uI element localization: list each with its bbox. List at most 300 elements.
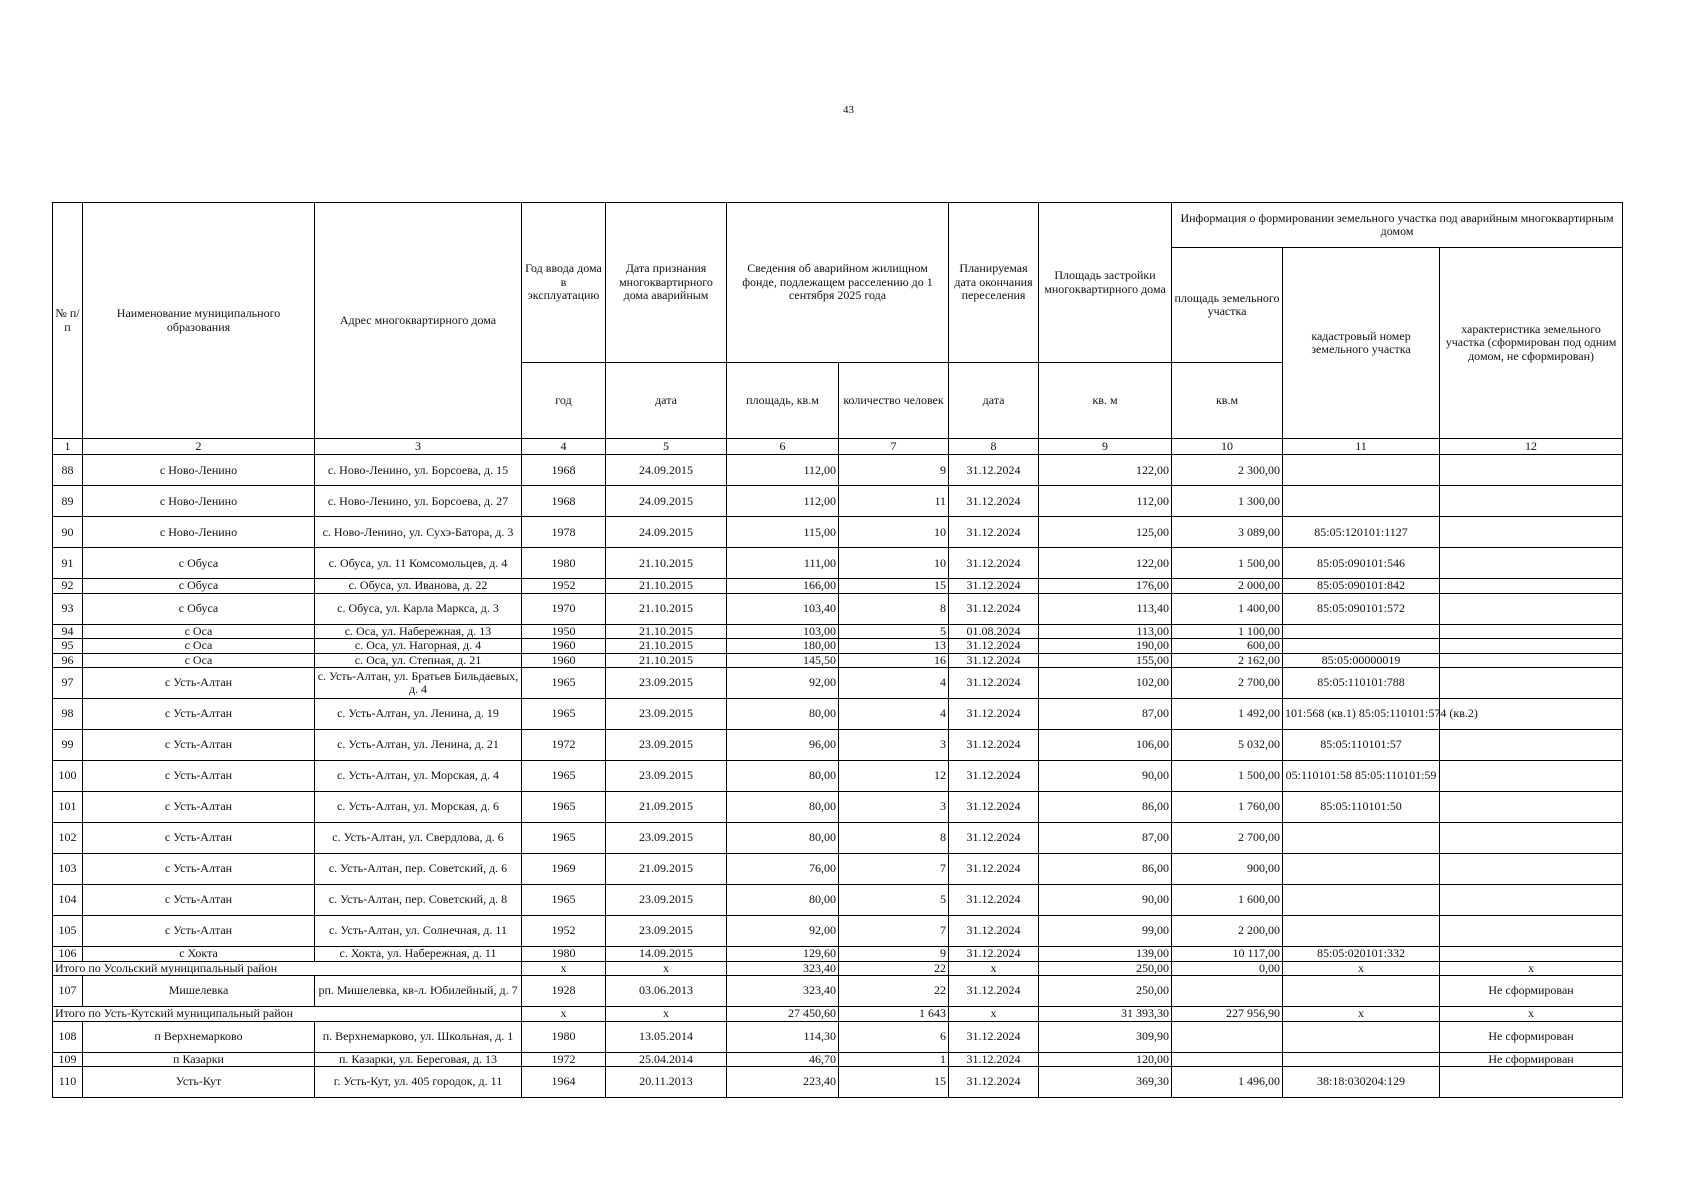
planned-date-cell: 31.12.2024: [949, 548, 1039, 579]
column-number: 7: [839, 439, 949, 455]
land-area-cell: 1 300,00: [1172, 486, 1283, 517]
land-area-cell: 2 200,00: [1172, 916, 1283, 947]
people-cell: 9: [839, 947, 949, 961]
building-area-cell: 309,90: [1039, 1021, 1172, 1052]
building-area-cell: 86,00: [1039, 854, 1172, 885]
emergency-date-cell: 03.06.2013: [606, 976, 727, 1007]
people-cell: 5: [839, 885, 949, 916]
municipality-cell: с Ново-Ленино: [83, 517, 315, 548]
row-number: 94: [53, 624, 83, 638]
land-area-cell: 900,00: [1172, 854, 1283, 885]
land-characteristic-cell: [1440, 823, 1623, 854]
column-number: 1: [53, 439, 83, 455]
land-area-cell: [1172, 976, 1283, 1007]
header-building-area: Площадь застройки многоквартирного дома: [1039, 203, 1172, 363]
planned-date-cell: 31.12.2024: [949, 668, 1039, 699]
cadastral-number-cell: 85:05:090101:572: [1283, 593, 1440, 624]
emergency-date-cell: 14.09.2015: [606, 947, 727, 961]
planned-date-cell: 01.08.2024: [949, 624, 1039, 638]
planned-date-cell: 31.12.2024: [949, 916, 1039, 947]
address-cell: с. Обуса, ул. 11 Комсомольцев, д. 4: [315, 548, 522, 579]
area-cell: 166,00: [727, 579, 839, 593]
land-characteristic-cell: [1440, 668, 1623, 699]
address-cell: с. Оса, ул. Набережная, д. 13: [315, 624, 522, 638]
subtotal-label: Итого по Усть-Кутский муниципальный район: [53, 1007, 522, 1021]
cadastral-number-cell: [1283, 455, 1440, 486]
column-number: 4: [522, 439, 606, 455]
column-number: 3: [315, 439, 522, 455]
row-number: 95: [53, 639, 83, 653]
land-characteristic-cell: [1440, 653, 1623, 667]
land-area-cell: 1 500,00: [1172, 761, 1283, 792]
column-number: 6: [727, 439, 839, 455]
cadastral-number-cell: 38:18:030204:129: [1283, 1066, 1440, 1097]
year-cell: 1970: [522, 593, 606, 624]
header-address: Адрес многоквартирного дома: [315, 203, 522, 439]
unit-people: количество человек: [839, 363, 949, 439]
unit-year: год: [522, 363, 606, 439]
table-row: [53, 624, 1623, 638]
land-area-cell: 3 089,00: [1172, 517, 1283, 548]
page-number: 43: [843, 104, 854, 116]
table-row: [53, 947, 1623, 961]
people-cell: 9: [839, 455, 949, 486]
building-area-cell: 113,40: [1039, 593, 1172, 624]
area-cell: 111,00: [727, 548, 839, 579]
land-characteristic-cell: [1440, 947, 1623, 961]
planned-date-cell: 31.12.2024: [949, 761, 1039, 792]
row-number: 100: [53, 761, 83, 792]
table-row: [53, 1021, 1623, 1052]
header-land-area: площадь земельного участка: [1172, 248, 1283, 363]
planned-date-cell: 31.12.2024: [949, 699, 1039, 730]
municipality-cell: п Казарки: [83, 1052, 315, 1066]
building-area-cell: 139,00: [1039, 947, 1172, 961]
year-cell: 1980: [522, 947, 606, 961]
column-number: 11: [1283, 439, 1440, 455]
row-number: 102: [53, 823, 83, 854]
header-cadastral-number: кадастровый номер земельного участка: [1283, 248, 1440, 439]
municipality-cell: с Обуса: [83, 593, 315, 624]
table-row: [53, 854, 1623, 885]
cadastral-number-cell: 85:05:110101:788: [1283, 668, 1440, 699]
emergency-date-cell: 23.09.2015: [606, 916, 727, 947]
people-cell: 4: [839, 668, 949, 699]
address-cell: с. Усть-Алтан, ул. Ленина, д. 21: [315, 730, 522, 761]
address-cell: с. Хокта, ул. Набережная, д. 11: [315, 947, 522, 961]
table-row: [53, 916, 1623, 947]
land-area-cell: [1172, 1021, 1283, 1052]
building-area-cell: 87,00: [1039, 823, 1172, 854]
land-characteristic-cell: x: [1440, 961, 1623, 975]
cadastral-number-cell: [1283, 624, 1440, 638]
year-cell: 1965: [522, 792, 606, 823]
column-number-row: [53, 439, 1623, 455]
land-characteristic-cell: [1440, 486, 1623, 517]
emergency-date-cell: 24.09.2015: [606, 517, 727, 548]
row-number: 99: [53, 730, 83, 761]
planned-date-cell: 31.12.2024: [949, 885, 1039, 916]
year-cell: 1968: [522, 455, 606, 486]
cadastral-number-cell: [1283, 854, 1440, 885]
people-cell: 10: [839, 517, 949, 548]
emergency-date-cell: 21.10.2015: [606, 653, 727, 667]
address-cell: с. Ново-Ленино, ул. Сухэ-Батора, д. 3: [315, 517, 522, 548]
building-area-cell: 369,30: [1039, 1066, 1172, 1097]
cadastral-number-cell: [1283, 885, 1440, 916]
table-row: [53, 579, 1623, 593]
planned-date-cell: x: [949, 1007, 1039, 1021]
row-number: 106: [53, 947, 83, 961]
planned-date-cell: 31.12.2024: [949, 455, 1039, 486]
emergency-date-cell: 21.10.2015: [606, 639, 727, 653]
municipality-cell: с Усть-Алтан: [83, 792, 315, 823]
people-cell: 4: [839, 699, 949, 730]
building-area-cell: 86,00: [1039, 792, 1172, 823]
people-cell: 16: [839, 653, 949, 667]
building-area-cell: 176,00: [1039, 579, 1172, 593]
area-cell: 115,00: [727, 517, 839, 548]
area-cell: 103,40: [727, 593, 839, 624]
planned-date-cell: 31.12.2024: [949, 517, 1039, 548]
table-row: [53, 699, 1623, 730]
land-characteristic-cell: [1440, 639, 1623, 653]
land-area-cell: 2 000,00: [1172, 579, 1283, 593]
people-cell: 11: [839, 486, 949, 517]
planned-date-cell: 31.12.2024: [949, 1052, 1039, 1066]
table-row: [53, 548, 1623, 579]
year-cell: 1965: [522, 699, 606, 730]
planned-date-cell: 31.12.2024: [949, 653, 1039, 667]
people-cell: 3: [839, 792, 949, 823]
building-area-cell: 106,00: [1039, 730, 1172, 761]
area-cell: 129,60: [727, 947, 839, 961]
municipality-cell: с Оса: [83, 624, 315, 638]
row-number: 108: [53, 1021, 83, 1052]
unit-sq-m: кв. м: [1039, 363, 1172, 439]
area-cell: 112,00: [727, 486, 839, 517]
building-area-cell: 99,00: [1039, 916, 1172, 947]
row-number: 96: [53, 653, 83, 667]
address-cell: с. Усть-Алтан, ул. Морская, д. 6: [315, 792, 522, 823]
municipality-cell: Мишелевка: [83, 976, 315, 1007]
municipality-cell: с Оса: [83, 653, 315, 667]
year-cell: 1969: [522, 854, 606, 885]
emergency-date-cell: 21.09.2015: [606, 792, 727, 823]
emergency-date-cell: 24.09.2015: [606, 455, 727, 486]
column-number: 5: [606, 439, 727, 455]
area-cell: 46,70: [727, 1052, 839, 1066]
address-cell: п. Верхнемарково, ул. Школьная, д. 1: [315, 1021, 522, 1052]
column-number: 12: [1440, 439, 1623, 455]
row-number: 110: [53, 1066, 83, 1097]
year-cell: 1980: [522, 548, 606, 579]
land-area-cell: [1172, 1052, 1283, 1066]
table-row: [53, 1052, 1623, 1066]
municipality-cell: с Усть-Алтан: [83, 668, 315, 699]
emergency-date-cell: 24.09.2015: [606, 486, 727, 517]
cadastral-number-cell: 85:05:120101:1127: [1283, 517, 1440, 548]
land-characteristic-cell: [1440, 624, 1623, 638]
table-body: [53, 455, 1623, 1098]
area-cell: 92,00: [727, 916, 839, 947]
planned-date-cell: 31.12.2024: [949, 486, 1039, 517]
people-cell: 5: [839, 624, 949, 638]
year-cell: 1965: [522, 823, 606, 854]
column-number: 2: [83, 439, 315, 455]
planned-date-cell: 31.12.2024: [949, 1021, 1039, 1052]
planned-date-cell: 31.12.2024: [949, 1066, 1039, 1097]
people-cell: 6: [839, 1021, 949, 1052]
area-cell: 145,50: [727, 653, 839, 667]
row-number: 93: [53, 593, 83, 624]
planned-date-cell: 31.12.2024: [949, 854, 1039, 885]
emergency-date-cell: x: [606, 1007, 727, 1021]
municipality-cell: с Усть-Алтан: [83, 854, 315, 885]
area-cell: 114,30: [727, 1021, 839, 1052]
land-area-cell: 1 492,00: [1172, 699, 1283, 730]
emergency-date-cell: 23.09.2015: [606, 730, 727, 761]
cadastral-number-cell: [1283, 916, 1440, 947]
land-area-cell: 1 100,00: [1172, 624, 1283, 638]
land-area-cell: 2 300,00: [1172, 455, 1283, 486]
building-area-cell: 190,00: [1039, 639, 1172, 653]
people-cell: 1: [839, 1052, 949, 1066]
table-row: [53, 823, 1623, 854]
address-cell: с. Усть-Алтан, пер. Советский, д. 8: [315, 885, 522, 916]
address-cell: с. Усть-Алтан, ул. Свердлова, д. 6: [315, 823, 522, 854]
land-characteristic-cell: [1440, 548, 1623, 579]
row-number: 92: [53, 579, 83, 593]
cadastral-number-cell: x: [1283, 961, 1440, 975]
row-number: 90: [53, 517, 83, 548]
land-characteristic-cell: [1440, 916, 1623, 947]
land-area-cell: 1 400,00: [1172, 593, 1283, 624]
row-number: 104: [53, 885, 83, 916]
municipality-cell: с Усть-Алтан: [83, 916, 315, 947]
table-row: [53, 1066, 1623, 1097]
cadastral-number-cell: x: [1283, 1007, 1440, 1021]
unit-land-sq-m: кв.м: [1172, 363, 1283, 439]
building-area-cell: 155,00: [1039, 653, 1172, 667]
planned-date-cell: 31.12.2024: [949, 947, 1039, 961]
row-number: 101: [53, 792, 83, 823]
land-characteristic-cell: [1440, 885, 1623, 916]
year-cell: 1965: [522, 885, 606, 916]
area-cell: 96,00: [727, 730, 839, 761]
year-cell: 1952: [522, 916, 606, 947]
land-characteristic-cell: [1440, 517, 1623, 548]
municipality-cell: п Верхнемарково: [83, 1021, 315, 1052]
cadastral-number-cell: 05:110101:58 85:05:110101:59: [1283, 761, 1440, 792]
cadastral-number-cell: [1283, 1021, 1440, 1052]
address-cell: с. Усть-Алтан, ул. Ленина, д. 19: [315, 699, 522, 730]
land-area-cell: 600,00: [1172, 639, 1283, 653]
cadastral-number-cell: [1283, 823, 1440, 854]
year-cell: 1972: [522, 1052, 606, 1066]
area-cell: 323,40: [727, 961, 839, 975]
emergency-date-cell: 21.10.2015: [606, 548, 727, 579]
area-cell: 80,00: [727, 885, 839, 916]
emergency-date-cell: 23.09.2015: [606, 668, 727, 699]
emergency-date-cell: 20.11.2013: [606, 1066, 727, 1097]
address-cell: с. Оса, ул. Нагорная, д. 4: [315, 639, 522, 653]
row-number: 103: [53, 854, 83, 885]
subtotal-label: Итого по Усольский муниципальный район: [53, 961, 522, 975]
address-cell: с. Усть-Алтан, ул. Братьев Бильдаевых, д. 4: [315, 668, 522, 699]
building-area-cell: 90,00: [1039, 885, 1172, 916]
people-cell: 13: [839, 639, 949, 653]
year-cell: 1928: [522, 976, 606, 1007]
municipality-cell: с Ново-Ленино: [83, 455, 315, 486]
table-row: [53, 885, 1623, 916]
year-cell: x: [522, 961, 606, 975]
emergency-date-cell: 13.05.2014: [606, 1021, 727, 1052]
emergency-date-cell: 21.10.2015: [606, 579, 727, 593]
cadastral-number-cell: 101:568 (кв.1) 85:05:110101:574 (кв.2): [1283, 699, 1440, 730]
row-number: 105: [53, 916, 83, 947]
planned-date-cell: 31.12.2024: [949, 639, 1039, 653]
emergency-date-cell: 23.09.2015: [606, 823, 727, 854]
building-area-cell: 113,00: [1039, 624, 1172, 638]
year-cell: 1960: [522, 653, 606, 667]
address-cell: с. Ново-Ленино, ул. Борсоева, д. 27: [315, 486, 522, 517]
table-row: [53, 730, 1623, 761]
building-area-cell: 122,00: [1039, 548, 1172, 579]
year-cell: 1950: [522, 624, 606, 638]
municipality-cell: с Оса: [83, 639, 315, 653]
land-area-cell: 1 500,00: [1172, 548, 1283, 579]
land-characteristic-cell: Не сформирован: [1440, 1021, 1623, 1052]
address-cell: с. Ново-Ленино, ул. Борсоева, д. 15: [315, 455, 522, 486]
row-number: 88: [53, 455, 83, 486]
emergency-date-cell: 23.09.2015: [606, 761, 727, 792]
area-cell: 103,00: [727, 624, 839, 638]
row-number: 91: [53, 548, 83, 579]
area-cell: 92,00: [727, 668, 839, 699]
cadastral-number-cell: 85:05:020101:332: [1283, 947, 1440, 961]
land-area-cell: 0,00: [1172, 961, 1283, 975]
land-characteristic-cell: [1440, 792, 1623, 823]
land-characteristic-cell: [1440, 761, 1623, 792]
people-cell: 12: [839, 761, 949, 792]
row-number: 98: [53, 699, 83, 730]
building-area-cell: 87,00: [1039, 699, 1172, 730]
table-row: [53, 593, 1623, 624]
cadastral-number-cell: 85:05:110101:57: [1283, 730, 1440, 761]
land-characteristic-cell: Не сформирован: [1440, 976, 1623, 1007]
header-emergency-fund: Сведения об аварийном жилищном фонде, подлежащем расселению до 1 сентября 2025 года: [727, 203, 949, 363]
table-row: [53, 792, 1623, 823]
address-cell: с. Усть-Алтан, пер. Советский, д. 6: [315, 854, 522, 885]
municipality-cell: с Ново-Ленино: [83, 486, 315, 517]
cadastral-number-cell: 85:05:090101:842: [1283, 579, 1440, 593]
people-cell: 7: [839, 854, 949, 885]
planned-date-cell: 31.12.2024: [949, 976, 1039, 1007]
address-cell: с. Обуса, ул. Карла Маркса, д. 3: [315, 593, 522, 624]
address-cell: п. Казарки, ул. Береговая, д. 13: [315, 1052, 522, 1066]
land-area-cell: 5 032,00: [1172, 730, 1283, 761]
planned-date-cell: x: [949, 961, 1039, 975]
land-characteristic-cell: [1440, 579, 1623, 593]
people-cell: 22: [839, 976, 949, 1007]
emergency-date-cell: 23.09.2015: [606, 885, 727, 916]
land-area-cell: 10 117,00: [1172, 947, 1283, 961]
planned-date-cell: 31.12.2024: [949, 823, 1039, 854]
municipality-cell: с Обуса: [83, 548, 315, 579]
year-cell: 1960: [522, 639, 606, 653]
year-cell: 1972: [522, 730, 606, 761]
subtotal-row: [53, 961, 1623, 975]
land-characteristic-cell: [1440, 455, 1623, 486]
area-cell: 76,00: [727, 854, 839, 885]
building-area-cell: 120,00: [1039, 1052, 1172, 1066]
emergency-date-cell: 25.04.2014: [606, 1052, 727, 1066]
land-area-cell: 1 600,00: [1172, 885, 1283, 916]
people-cell: 15: [839, 1066, 949, 1097]
table-row: [53, 653, 1623, 667]
column-number: 8: [949, 439, 1039, 455]
people-cell: 8: [839, 593, 949, 624]
people-cell: 3: [839, 730, 949, 761]
land-characteristic-cell: [1440, 593, 1623, 624]
table-row: [53, 639, 1623, 653]
header-planned-date: Планируемая дата окончания переселения: [949, 203, 1039, 363]
municipality-cell: с Усть-Алтан: [83, 823, 315, 854]
cadastral-number-cell: [1283, 639, 1440, 653]
year-cell: 1980: [522, 1021, 606, 1052]
cadastral-number-cell: 85:05:110101:50: [1283, 792, 1440, 823]
municipality-cell: с Усть-Алтан: [83, 761, 315, 792]
people-cell: 1 643: [839, 1007, 949, 1021]
emergency-housing-table: [52, 202, 1623, 1098]
municipality-cell: с Хокта: [83, 947, 315, 961]
header-land-characteristic: характеристика земельного участка (сформирован под одним домом, не сформирован): [1440, 248, 1623, 439]
municipality-cell: Усть-Кут: [83, 1066, 315, 1097]
emergency-date-cell: 23.09.2015: [606, 699, 727, 730]
planned-date-cell: 31.12.2024: [949, 593, 1039, 624]
year-cell: 1968: [522, 486, 606, 517]
area-cell: 27 450,60: [727, 1007, 839, 1021]
address-cell: г. Усть-Кут, ул. 405 городок, д. 11: [315, 1066, 522, 1097]
header-land-group: Информация о формировании земельного участка под аварийным многоквартирным домом: [1172, 203, 1623, 248]
header-emergency-date: Дата признания многоквартирного дома аварийным: [606, 203, 727, 363]
year-cell: 1978: [522, 517, 606, 548]
planned-date-cell: 31.12.2024: [949, 792, 1039, 823]
area-cell: 80,00: [727, 823, 839, 854]
cadastral-number-cell: [1283, 1052, 1440, 1066]
address-cell: с. Обуса, ул. Иванова, д. 22: [315, 579, 522, 593]
building-area-cell: 31 393,30: [1039, 1007, 1172, 1021]
area-cell: 112,00: [727, 455, 839, 486]
year-cell: 1964: [522, 1066, 606, 1097]
table-row: [53, 761, 1623, 792]
unit-date: дата: [606, 363, 727, 439]
land-area-cell: 227 956,90: [1172, 1007, 1283, 1021]
table-row: [53, 976, 1623, 1007]
people-cell: 10: [839, 548, 949, 579]
land-area-cell: 1 760,00: [1172, 792, 1283, 823]
row-number: 109: [53, 1052, 83, 1066]
row-number: 89: [53, 486, 83, 517]
row-number: 107: [53, 976, 83, 1007]
land-characteristic-cell: Не сформирован: [1440, 1052, 1623, 1066]
emergency-date-cell: x: [606, 961, 727, 975]
cadastral-number-cell: [1283, 486, 1440, 517]
area-cell: 80,00: [727, 761, 839, 792]
municipality-cell: с Обуса: [83, 579, 315, 593]
land-characteristic-cell: x: [1440, 1007, 1623, 1021]
